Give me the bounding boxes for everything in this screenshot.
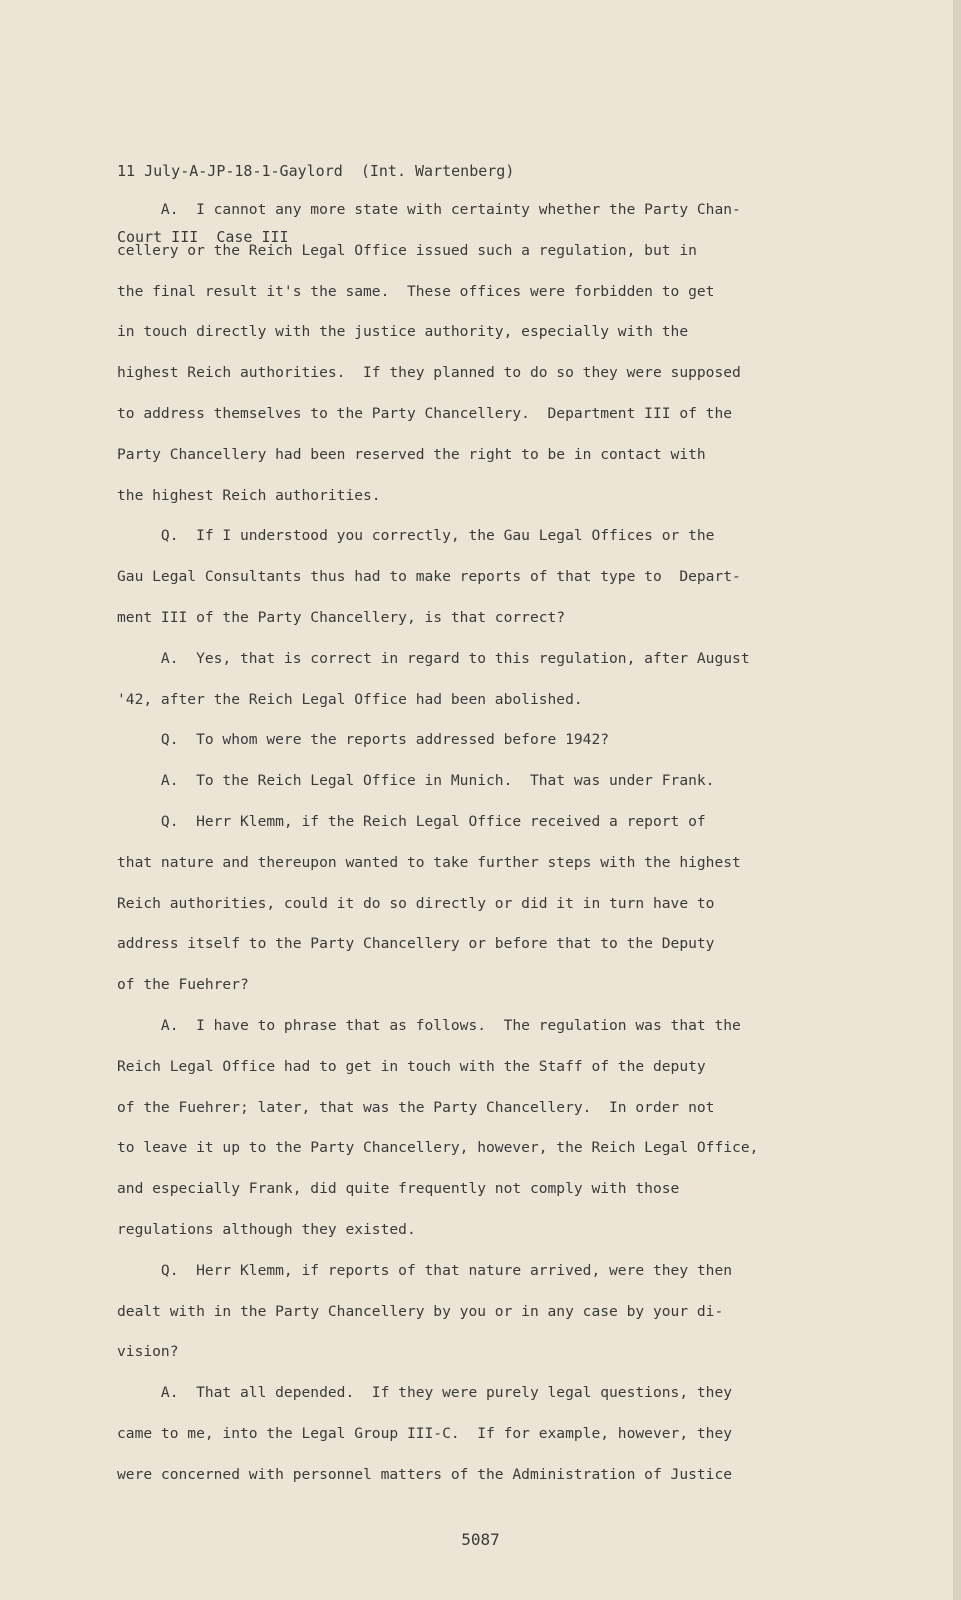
transcript-line: ment III of the Party Chancellery, is that correct? bbox=[117, 608, 566, 626]
transcript-line: A. That all depended. If they were purely legal questions, they bbox=[117, 1384, 733, 1402]
transcript-line: of the Fuehrer? bbox=[117, 976, 249, 994]
transcript-line: '42, after the Reich Legal Office had been abolished. bbox=[117, 690, 583, 708]
header-court: Court III Case III bbox=[117, 228, 289, 246]
header-reference: 11 July-A-JP-18-1-Gaylord (Int. Wartenberg) bbox=[117, 162, 515, 180]
page-number: 5087 bbox=[461, 1530, 500, 1549]
transcript-line: to leave it up to the Party Chancellery, however, the Reich Legal Office, bbox=[117, 1139, 759, 1157]
transcript-line: dealt with in the Party Chancellery by you or in any case by your di- bbox=[117, 1302, 724, 1320]
transcript-line: A. Yes, that is correct in regard to this regulation, after August bbox=[117, 649, 750, 667]
page-fold-shadow bbox=[953, 0, 961, 1600]
transcript-line: of the Fuehrer; later, that was the Party Chancellery. In order not bbox=[117, 1098, 715, 1116]
transcript-line: Q. Herr Klemm, if reports of that nature arrived, were they then bbox=[117, 1261, 733, 1279]
transcript-body bbox=[117, 190, 857, 1496]
transcript-line: in touch directly with the justice authority, especially with the bbox=[117, 323, 689, 341]
transcript-line: Q. If I understood you correctly, the Gau Legal Offices or the bbox=[117, 527, 715, 545]
transcript-line: that nature and thereupon wanted to take further steps with the highest bbox=[117, 853, 741, 871]
transcript-line: were concerned with personnel matters of the Administration of Justice bbox=[117, 1465, 733, 1483]
transcript-line: Q. Herr Klemm, if the Reich Legal Office received a report of bbox=[117, 812, 706, 830]
transcript-line: and especially Frank, did quite frequently not comply with those bbox=[117, 1180, 680, 1198]
transcript-line: Reich Legal Office had to get in touch with the Staff of the deputy bbox=[117, 1057, 706, 1075]
transcript-line: the final result it's the same. These offices were forbidden to get bbox=[117, 282, 715, 300]
transcript-line: vision? bbox=[117, 1343, 179, 1361]
transcript-line: A. I cannot any more state with certainty whether the Party Chan- bbox=[117, 201, 741, 218]
transcript-line: A. I have to phrase that as follows. The regulation was that the bbox=[117, 1016, 741, 1034]
transcript-line: Party Chancellery had been reserved the right to be in contact with bbox=[117, 445, 706, 463]
transcript-line: highest Reich authorities. If they planned to do so they were supposed bbox=[117, 364, 741, 382]
transcript-line: the highest Reich authorities. bbox=[117, 486, 381, 504]
transcript-line: A. To the Reich Legal Office in Munich. That was under Frank. bbox=[117, 772, 715, 790]
transcript-line: address itself to the Party Chancellery or before that to the Deputy bbox=[117, 935, 715, 953]
transcript-line: came to me, into the Legal Group III-C. If for example, however, they bbox=[117, 1424, 733, 1442]
transcript-line: Reich authorities, could it do so directly or did it in turn have to bbox=[117, 894, 715, 912]
transcript-line: cellery or the Reich Legal Office issued such a regulation, but in bbox=[117, 241, 697, 259]
transcript-line: Gau Legal Consultants thus had to make reports of that type to Depart- bbox=[117, 568, 741, 586]
transcript-line: to address themselves to the Party Chancellery. Department III of the bbox=[117, 404, 733, 422]
transcript-line: Q. To whom were the reports addressed before 1942? bbox=[117, 731, 610, 749]
transcript-line: regulations although they existed. bbox=[117, 1220, 416, 1238]
